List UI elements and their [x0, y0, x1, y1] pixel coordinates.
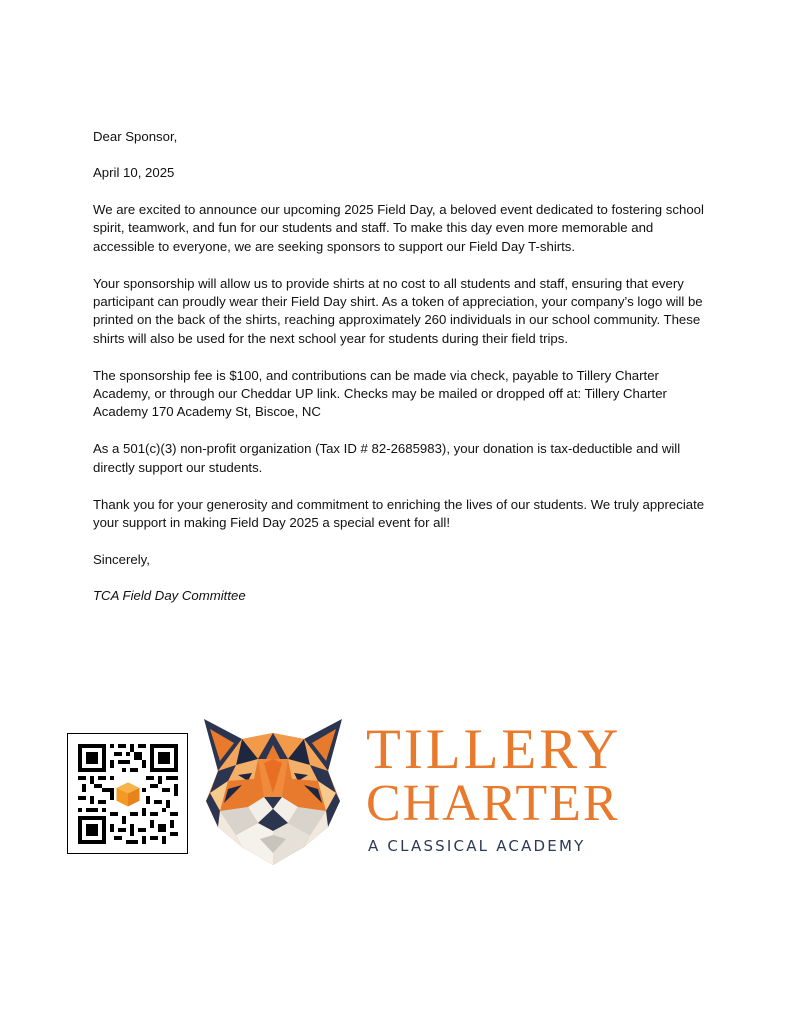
- signature: TCA Field Day Committee: [93, 588, 246, 604]
- paragraph-sponsorship: Your sponsorship will allow us to provide shirts at no cost to all students and staff, ensuring that every participant can proudly wear their Field Day shirt. As a token of appreciation, your company’s logo will be printed on the back of the shirts, reaching approximately 260 individuals in our school community. These shirts will also be used for the next school year for students during their field trips.: [93, 275, 703, 346]
- closing: Sincerely,: [93, 552, 150, 567]
- wordmark-tagline: A CLASSICAL ACADEMY: [368, 837, 586, 855]
- wordmark-tillery: TILLERY: [366, 718, 622, 781]
- paragraph-thanks: Thank you for your generosity and commitment to enriching the lives of our students. We truly appreciate your support in making Field Day 2025 a special event for all!: [93, 496, 705, 531]
- qr-code-icon[interactable]: [78, 744, 178, 844]
- paragraph-tax: As a 501(c)(3) non-profit organization (Tax ID # 82-2685983), your donation is tax-deductible and will directly support our students.: [93, 441, 681, 475]
- letter-date: April 10, 2025: [93, 165, 175, 181]
- letter-body: [93, 128, 705, 606]
- paragraph-fee: The sponsorship fee is $100, and contributions can be made via check, payable to Tillery Charter Academy, or through our Cheddar UP link. Checks may be mailed or dropped off at: Tillery Charter Academy 170 Academy St, Biscoe, NC: [93, 367, 667, 420]
- salutation: Dear Sponsor,: [93, 129, 178, 144]
- wordmark-charter: CHARTER: [366, 775, 620, 832]
- qr-code-frame[interactable]: [67, 733, 188, 854]
- paragraph-intro: We are excited to announce our upcoming 2025 Field Day, a beloved event dedicated to fostering school spirit, teamwork, and fun for our students and staff. To make this day even more memorable and accessible to everyone, we are seeking sponsors to support our Field Day T-shirts.: [93, 201, 704, 254]
- tiger-logo-icon: [198, 715, 348, 867]
